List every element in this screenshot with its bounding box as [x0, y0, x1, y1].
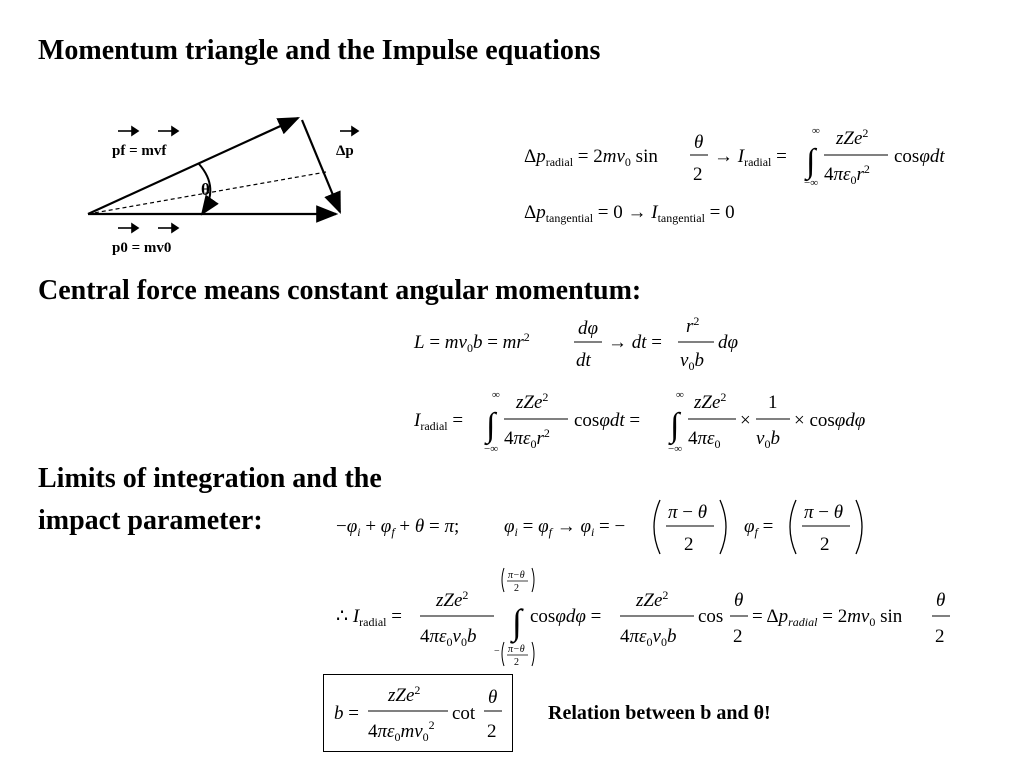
svg-text:∫: ∫ — [806, 143, 816, 180]
svg-text:2: 2 — [514, 657, 519, 668]
svg-text:2: 2 — [514, 583, 519, 594]
svg-text:dφ: dφ — [718, 332, 739, 353]
svg-text:cot: cot — [452, 703, 476, 724]
svg-text:π−θ: π−θ — [508, 644, 525, 655]
svg-text:2: 2 — [733, 626, 743, 647]
svg-text:−∞: −∞ — [484, 443, 499, 455]
svg-text:cosφdt =: cosφdt = — [574, 410, 641, 431]
svg-text:2: 2 — [684, 534, 694, 555]
svg-text:∞: ∞ — [492, 389, 500, 401]
svg-text:φi = φf → φi = −: $\varphi_i = \varphi_f \to \varphi_i$ = − — [504, 516, 626, 539]
svg-text:cosφdφ =: cosφdφ = — [530, 606, 602, 627]
svg-text:θ: θ — [488, 687, 498, 708]
svg-text:π−θ: π−θ — [508, 570, 525, 581]
svg-text:Iradial =: $I_{radial}$ = — [414, 410, 464, 433]
svg-text:∞: ∞ — [676, 389, 684, 401]
svg-text:∫: ∫ — [486, 407, 496, 444]
svg-text:θ: θ — [694, 132, 704, 153]
equation-therefore — [334, 564, 954, 670]
svg-text:= Δpradial = 2mv0 sin: = $\Delta p_{radial} = 2mv_0$ sin — [752, 606, 903, 629]
svg-text:r2: $r^2$ — [686, 314, 700, 337]
svg-text:zZe2: zZe$^2$ — [388, 683, 421, 706]
svg-text:→ Iradial =: → $I_{radial}$ = — [714, 146, 787, 169]
svg-text:→ dt =: → dt = — [608, 332, 662, 353]
svg-text:1: 1 — [768, 392, 778, 413]
momentum-triangle-diagram — [80, 110, 380, 260]
svg-text:4πε0r2: $4\pi\varepsilon_0r^2$ — [824, 162, 870, 187]
svg-text:2: 2 — [935, 626, 945, 647]
heading-limits-line2: impact parameter: — [38, 505, 263, 536]
svg-text:L = mv0b = mr2: $L = mv_0b = mr^2$ — [414, 330, 530, 355]
svg-text:b =: b = — [334, 703, 359, 724]
svg-text:π − θ: π − θ — [668, 502, 708, 523]
svg-text:Δptangential = 0 → Itangential: $\Delta p_{tangential} = 0 \to I_{tangential} = 0$ — [524, 202, 735, 225]
equation-radial-integral — [412, 386, 902, 458]
svg-text:−∞: −∞ — [804, 177, 819, 189]
svg-text:4πε0v0b: $4\pi\varepsilon_0v_0b$ — [420, 626, 477, 649]
pf-label: pf = mvf — [112, 143, 167, 159]
heading-limits-line1: Limits of integration and the — [38, 463, 382, 494]
svg-text:∫: ∫ — [670, 407, 680, 444]
svg-text:zZe2: zZe$^2$ — [836, 126, 869, 149]
equation-limits — [334, 494, 874, 560]
theta-label: θ — [201, 180, 210, 199]
svg-text:−φi + φf + θ = π;: $-\varphi_i + \varphi_f + \theta = \pi$; — [336, 516, 460, 539]
svg-text:Δpradial = 2mv0 sin: $\Delta p_{radial} = 2mv_0$ sin — [524, 146, 658, 169]
svg-text:dφ: dφ — [578, 318, 599, 339]
svg-text:dt: dt — [576, 350, 591, 371]
svg-text:θ: θ — [936, 590, 946, 611]
svg-text:2: 2 — [820, 534, 830, 555]
equation-impulse-tangential — [522, 196, 822, 228]
equation-impulse-radial — [522, 120, 972, 192]
relation-note: Relation between b and θ! — [548, 702, 771, 724]
svg-text:−∞: −∞ — [668, 443, 683, 455]
svg-text:v0b: $v_0b$ — [680, 350, 704, 373]
svg-text:2: 2 — [693, 164, 703, 185]
svg-text:×: × — [740, 410, 751, 431]
dp-vector — [302, 120, 340, 212]
svg-text:zZe2: zZe$^2$ — [636, 588, 669, 611]
svg-text:2: 2 — [487, 721, 497, 742]
p0-label: p0 = mv0 — [112, 240, 172, 256]
svg-text:4πε0: $4\pi\varepsilon_0$ — [688, 428, 721, 451]
svg-text:cos: cos — [698, 606, 724, 627]
svg-text:∞: ∞ — [812, 125, 820, 137]
svg-text:4πε0v0b: $4\pi\varepsilon_0v_0b$ — [620, 626, 677, 649]
svg-text:θ: θ — [734, 590, 744, 611]
svg-text:4πε0mv02: $4\pi\varepsilon_0mv_0^2$ — [368, 718, 435, 744]
slide-title: Momentum triangle and the Impulse equations — [38, 35, 601, 66]
svg-text:zZe2: zZe$^2$ — [694, 390, 727, 413]
equation-angular-momentum — [412, 312, 772, 378]
svg-text:× cosφdφ: × cosφdφ — [794, 410, 866, 431]
dp-label: Δp — [336, 143, 354, 159]
svg-text:φf =: $\varphi_f$ = — [744, 516, 774, 539]
svg-text:zZe2: zZe$^2$ — [516, 390, 549, 413]
svg-text:π − θ: π − θ — [804, 502, 844, 523]
svg-text:−: − — [494, 646, 500, 657]
equation-relation-box — [323, 674, 513, 752]
svg-text:4πε0r2: $4\pi\varepsilon_0r^2$ — [504, 426, 550, 451]
heading-central-force: Central force means constant angular momentum: — [38, 275, 642, 306]
svg-text:v0b: $v_0b$ — [756, 428, 780, 451]
svg-text:zZe2: zZe$^2$ — [436, 588, 469, 611]
svg-text:∫: ∫ — [512, 602, 522, 642]
svg-text:cosφdt: cosφdt — [894, 146, 945, 167]
svg-text:∴ Iradial =: ∴ $I_{radial}$ = — [336, 606, 402, 629]
pf-vector — [88, 118, 298, 214]
